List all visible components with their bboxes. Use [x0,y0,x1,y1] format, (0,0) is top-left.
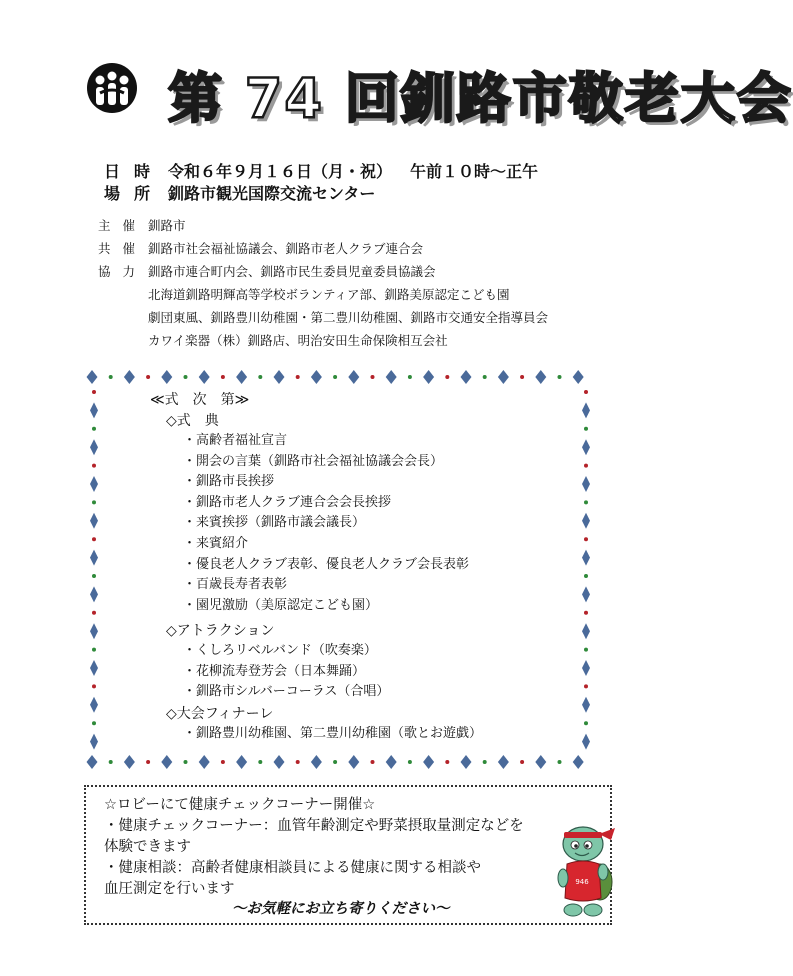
frame-dot [184,375,188,379]
frame-diamond [124,755,135,769]
frame-dot [92,500,96,504]
list-item: ・花柳流寿登芳会（日本舞踊） [183,663,366,679]
frame-dot [584,648,588,652]
frame-diamond [423,755,434,769]
frame-dot [221,760,225,764]
coop-line: 劇団東風、釧路豊川幼稚園・第二豊川幼稚園、釧路市交通安全指導員会 [148,310,549,325]
frame-border-top [86,369,594,385]
organizers [98,214,548,352]
finale-list [183,724,482,745]
frame-dot [109,375,113,379]
frame-diamond [582,660,590,676]
frame-diamond [423,370,434,384]
list-item: ・園児激励（美原認定こども園） [183,597,379,613]
frame-border-right [578,384,594,754]
frame-dot [483,760,487,764]
turtle-mascot-icon [555,822,617,922]
attraction-list [183,641,389,703]
frame-diamond [461,755,472,769]
mascot-badge: 946 [575,878,589,886]
frame-diamond [573,370,584,384]
frame-diamond [199,370,210,384]
date-value: 令和６年９月１６日（月・祝） [168,162,393,181]
frame-dot [584,464,588,468]
host-value: 釧路市 [148,218,186,233]
frame-dot [584,390,588,394]
frame-dot [584,537,588,541]
frame-dot [558,760,562,764]
ceremony-list [183,431,469,616]
frame-dot [408,375,412,379]
frame-dot [371,375,375,379]
section-title: ◇大会フィナーレ [166,706,274,722]
frame-diamond [582,513,590,529]
list-item: ・高齢者福祉宣言 [183,433,288,448]
frame-dot [584,721,588,725]
coop-line: 北海道釧路明輝高等学校ボランティア部、釧路美原認定こども園 [148,287,510,302]
frame-diamond [582,623,590,639]
frame-dot [520,760,524,764]
coop-line: 釧路市連合町内会、釧路市民生委員児童委員協議会 [148,264,436,279]
coop-label: 協力 [98,264,148,279]
frame-diamond [582,697,590,713]
host-label: 主催 [98,218,148,233]
frame-diamond [582,734,590,750]
frame-border-bottom [86,754,594,770]
frame-dot [520,375,524,379]
frame-diamond [498,370,509,384]
list-item: ・開会の言葉（釧路市社会福祉協議会会長） [183,453,444,469]
frame-diamond [90,513,98,529]
time-value: 午前１０時～正午 [410,162,539,181]
frame-dot [483,375,487,379]
notice-line: ・健康チェックコーナー：血管年齢測定や野菜摂取量測定などを [104,818,524,834]
frame-dot [584,574,588,578]
frame-diamond [90,402,98,418]
page-title: 第 74 回釧路市敬老大会 [168,67,793,130]
frame-diamond [161,370,172,384]
frame-dot [558,375,562,379]
frame-diamond [90,734,98,750]
frame-dot [333,375,337,379]
frame-diamond [582,439,590,455]
frame-diamond [461,370,472,384]
frame-diamond [311,755,322,769]
list-item: ・来賓紹介 [183,535,249,551]
list-item: ・釧路豊川幼稚園、第二豊川幼稚園（歌とお遊戯） [183,726,483,741]
frame-diamond [90,623,98,639]
frame-diamond [274,755,285,769]
frame-dot [146,760,150,764]
frame-dot [584,500,588,504]
frame-dot [445,375,449,379]
list-item: ・釧路市老人クラブ連合会会長挨拶 [183,494,392,510]
frame-dot [92,574,96,578]
frame-diamond [498,755,509,769]
frame-dot [584,427,588,431]
place-row [104,181,375,204]
list-item: ・来賓挨拶（釧路市議会議長） [183,515,366,531]
frame-dot [258,760,262,764]
frame-diamond [87,755,98,769]
date-row [104,159,538,182]
program-heading: ≪式 次 第≫ [150,392,250,408]
list-item: ・くしろリベルバンド（吹奏楽） [183,643,377,658]
frame-dot [258,375,262,379]
frame-diamond [199,755,210,769]
frame-diamond [386,370,397,384]
notice-text [104,795,524,900]
section-title: ◇アトラクション [166,623,275,639]
association-logo-icon [86,62,138,114]
frame-diamond [348,755,359,769]
frame-dot [92,648,96,652]
frame-diamond [90,660,98,676]
frame-dot [371,760,375,764]
frame-dot [92,464,96,468]
frame-diamond [311,370,322,384]
frame-dot [92,427,96,431]
frame-diamond [90,697,98,713]
frame-dot [408,760,412,764]
frame-dot [184,760,188,764]
frame-border-left [86,384,102,754]
frame-diamond [90,550,98,566]
list-item: ・釧路市シルバーコーラス（合唱） [183,684,390,700]
notice-line: ☆ロビーにて健康チェックコーナー開催☆ [104,797,376,813]
frame-dot [146,375,150,379]
date-label: 日時 [104,162,165,181]
frame-dot [221,375,225,379]
frame-diamond [87,370,98,384]
section-title: ◇式 典 [166,413,219,429]
notice-closing: ～お気軽にお立ち寄りください～ [232,901,450,917]
cohost-label: 共催 [98,241,148,256]
frame-diamond [90,586,98,602]
frame-diamond [582,402,590,418]
frame-dot [296,760,300,764]
place-label: 場所 [104,184,165,203]
frame-diamond [124,370,135,384]
frame-dot [92,537,96,541]
list-item: ・優良老人クラブ表彰、優良老人クラブ会長表彰 [183,556,470,572]
frame-dot [109,760,113,764]
cohost-value: 釧路市社会福祉協議会、釧路市老人クラブ連合会 [148,241,424,256]
frame-diamond [535,755,546,769]
frame-dot [92,611,96,615]
list-item: ・釧路市長挨拶 [183,474,275,490]
frame-diamond [582,476,590,492]
frame-diamond [274,370,285,384]
place-value: 釧路市観光国際交流センター [168,184,376,203]
frame-diamond [582,550,590,566]
frame-dot [584,684,588,688]
frame-dot [296,375,300,379]
frame-diamond [161,755,172,769]
notice-line: 血圧測定を行います [104,881,235,897]
frame-diamond [386,755,397,769]
notice-line: ・健康相談：高齢者健康相談員による健康に関する相談や [104,860,481,876]
frame-diamond [535,370,546,384]
frame-dot [92,721,96,725]
frame-dot [92,390,96,394]
frame-diamond [236,370,247,384]
frame-dot [92,684,96,688]
frame-diamond [236,755,247,769]
frame-dot [333,760,337,764]
frame-diamond [573,755,584,769]
frame-diamond [348,370,359,384]
coop-line: カワイ楽器（株）釧路店、明治安田生命保険相互会社 [148,333,448,348]
list-item: ・百歳長寿者表彰 [183,577,288,593]
frame-dot [584,611,588,615]
frame-diamond [90,476,98,492]
frame-diamond [582,586,590,602]
notice-line: 体験できます [104,839,191,855]
frame-dot [445,760,449,764]
frame-diamond [90,439,98,455]
